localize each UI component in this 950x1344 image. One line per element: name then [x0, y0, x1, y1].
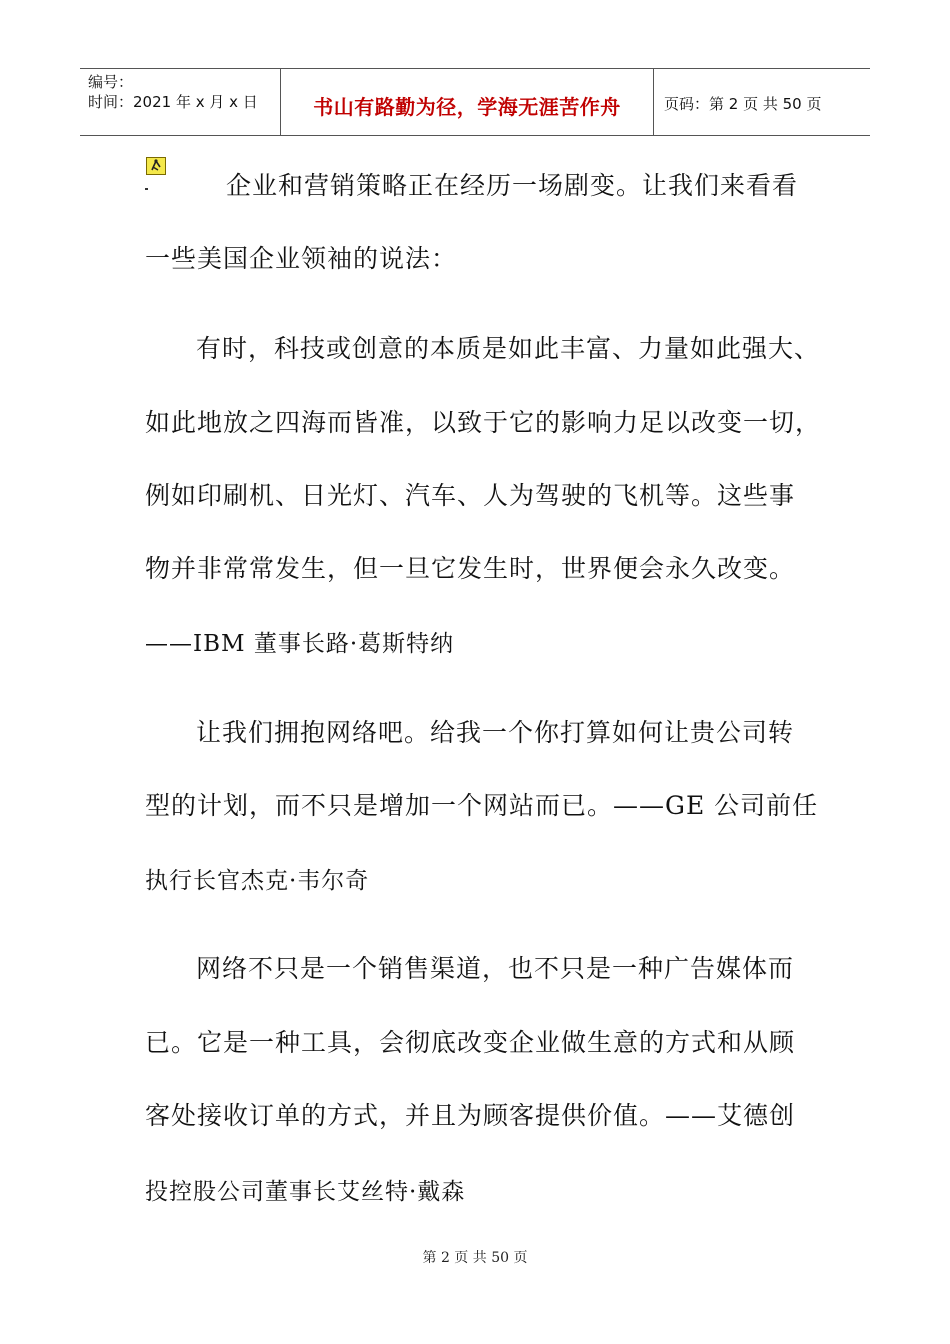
paragraph-line-10: 已。它是一种工具，会彻底改变企业做生意的方式和从顾 — [145, 1028, 796, 1057]
anchor-icon[interactable] — [146, 157, 166, 175]
anchor-marker-dot — [145, 188, 148, 190]
paragraph-line-2: 一些美国企业领袖的说法： — [145, 244, 458, 273]
paragraph-line-3: 有时，科技或创意的本质是如此丰富、力量如此强大、 — [196, 334, 821, 363]
paragraph-line-9: 网络不只是一个销售渠道，也不只是一种广告媒体而 — [196, 954, 795, 983]
attribution-line-1: ——IBM 董事长路·葛斯特纳 — [145, 631, 455, 657]
header-page-cell — [654, 69, 870, 135]
paragraph-line-8: 型的计划，而不只是增加一个网站而已。——GE 公司前任 — [145, 791, 819, 820]
anchor-icon-glyph — [147, 158, 165, 174]
time-label: 时间：2021 年 x 月 x 日 — [88, 93, 258, 111]
page-header — [80, 68, 870, 136]
header-motto-cell — [281, 69, 654, 135]
motto-text: 书山有路勤为径，学海无涯苦作舟 — [313, 95, 621, 119]
paragraph-line-5: 例如印刷机、日光灯、汽车、人为驾驶的飞机等。这些事 — [145, 481, 796, 510]
paragraph-line-6: 物并非常常发生，但一旦它发生时，世界便会永久改变。 — [145, 554, 796, 583]
attribution-line-3: 投控股公司董事长艾丝特·戴森 — [145, 1179, 466, 1205]
paragraph-line-7: 让我们拥抱网络吧。给我一个你打算如何让贵公司转 — [196, 718, 795, 747]
number-label: 编号： — [88, 73, 134, 91]
paragraph-line-11: 客处接收订单的方式，并且为顾客提供价值。——艾德创 — [145, 1101, 796, 1130]
attribution-line-2: 执行长官杰克·韦尔奇 — [145, 868, 370, 894]
page-footer: 第 2 页 共 50 页 — [422, 1250, 528, 1266]
header-meta-cell — [80, 69, 281, 135]
paragraph-line-4: 如此地放之四海而皆准，以致于它的影响力足以改变一切， — [145, 408, 822, 437]
page-info: 页码：第 2 页 共 50 页 — [664, 95, 822, 113]
paragraph-line-1: 企业和营销策略正在经历一场剧变。让我们来看看 — [226, 171, 799, 200]
